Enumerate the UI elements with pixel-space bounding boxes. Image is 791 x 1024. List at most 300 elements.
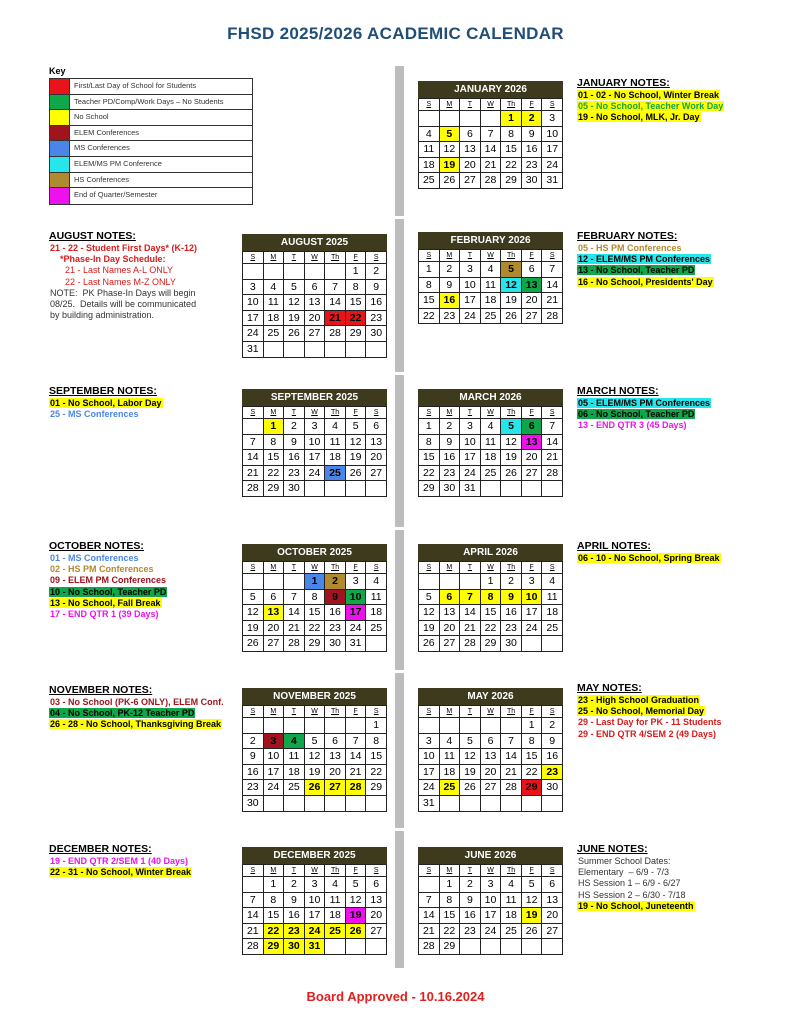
calendar-day: 9 (460, 893, 481, 909)
calendar-day: 21 (542, 450, 563, 466)
calendar-day: 9 (243, 749, 264, 765)
calendar-empty-cell (325, 342, 346, 358)
note-text: HS Session 1 – 6/9 - 6/27 (578, 878, 681, 889)
calendar-day: 11 (325, 893, 346, 909)
calendar-empty-cell (243, 877, 264, 893)
weekday-header: S (542, 562, 563, 574)
note-line (49, 299, 249, 310)
calendar-empty-cell (325, 939, 346, 955)
weekday-header: M (440, 250, 461, 262)
calendar-day: 29 (366, 780, 387, 796)
calendar-day: 6 (522, 262, 543, 278)
calendar-day: 19 (346, 450, 367, 466)
calendar-day: 11 (481, 435, 502, 451)
note-text: 25 - MS Conferences (50, 409, 139, 420)
note-line (577, 695, 777, 706)
note-text: 23 - High School Graduation (578, 695, 700, 705)
calendar-day: 3 (460, 262, 481, 278)
note-text: 08/25. Details will be communicated (50, 299, 197, 310)
calendar-day: 16 (284, 450, 305, 466)
calendar-day: 1 (522, 718, 543, 734)
calendar-day: 10 (481, 893, 502, 909)
weekday-header: Th (501, 706, 522, 718)
calendar-day: 14 (419, 908, 440, 924)
calendar-empty-cell (284, 264, 305, 280)
calendar-day: 12 (305, 749, 326, 765)
weekday-header: Th (325, 706, 346, 718)
calendar-day: 29 (440, 939, 461, 955)
notes-title: JUNE NOTES: (577, 843, 648, 855)
calendar-day: 10 (419, 749, 440, 765)
calendar-day: 23 (501, 621, 522, 637)
calendar-day: 30 (501, 636, 522, 652)
weekday-header: M (264, 865, 285, 877)
note-line (49, 398, 249, 409)
calendar-day: 22 (522, 765, 543, 781)
calendar-day: 28 (460, 636, 481, 652)
legend-row (50, 110, 252, 126)
calendar-day: 17 (481, 908, 502, 924)
note-text: 01 - MS Conferences (50, 553, 139, 563)
calendar-day: 26 (305, 780, 326, 796)
weekday-header: S (243, 865, 264, 877)
calendar-day: 16 (440, 293, 461, 309)
note-line (49, 609, 249, 620)
calendar-day: 1 (481, 574, 502, 590)
calendar-empty-cell (460, 111, 481, 127)
notes-december (49, 843, 249, 878)
calendar-day: 16 (522, 142, 543, 158)
note-line (49, 697, 249, 708)
calendar-day: 12 (419, 605, 440, 621)
notes-september (49, 385, 249, 420)
weekday-header: T (284, 562, 305, 574)
note-text: 03 - No School (PK-6 ONLY), ELEM Conf. (50, 697, 224, 707)
calendar-day: 16 (542, 749, 563, 765)
calendar-day: 7 (243, 893, 264, 909)
calendar-day: 11 (366, 590, 387, 606)
calendar-february-2026 (418, 232, 563, 324)
calendar-day: 18 (481, 293, 502, 309)
weekday-header: S (542, 706, 563, 718)
calendar-day: 18 (440, 765, 461, 781)
calendar-day: 24 (346, 621, 367, 637)
calendar-day: 24 (264, 780, 285, 796)
calendar-day: 8 (481, 590, 502, 606)
calendar-day: 3 (419, 734, 440, 750)
calendar-day: 14 (243, 450, 264, 466)
calendar-day: 8 (419, 435, 440, 451)
note-line (577, 277, 777, 288)
calendar-day: 21 (243, 924, 264, 940)
note-line (577, 729, 777, 740)
calendar-day: 17 (522, 605, 543, 621)
calendar-day: 1 (346, 264, 367, 280)
note-text: 13 - END QTR 3 (45 Days) (578, 420, 687, 431)
calendar-day: 21 (243, 466, 264, 482)
notes-february (577, 230, 777, 288)
calendar-day: 19 (440, 158, 461, 174)
calendar-day: 2 (501, 574, 522, 590)
legend-swatch (50, 110, 70, 125)
calendar-day: 8 (264, 893, 285, 909)
calendar-grid (242, 561, 387, 652)
legend-swatch (50, 95, 70, 110)
calendar-day: 28 (284, 636, 305, 652)
calendar-day: 8 (305, 590, 326, 606)
calendar-day: 9 (284, 435, 305, 451)
calendar-day: 30 (325, 636, 346, 652)
calendar-day: 30 (243, 796, 264, 812)
weekday-header: T (460, 250, 481, 262)
note-text: 16 - No School, Presidents' Day (578, 276, 713, 287)
calendar-day: 15 (501, 142, 522, 158)
calendar-month-title: JANUARY 2026 (418, 81, 563, 98)
weekday-header: W (481, 407, 502, 419)
calendar-grid (418, 249, 563, 324)
note-line (577, 254, 777, 265)
calendar-day: 30 (542, 780, 563, 796)
calendar-day: 5 (440, 127, 461, 143)
note-text: 25 - No School, Memorial Day (578, 706, 705, 717)
legend-row (50, 157, 252, 173)
weekday-header: F (346, 562, 367, 574)
calendar-day: 9 (284, 893, 305, 909)
note-text: 09 - ELEM PM Conferences (50, 575, 167, 586)
calendar-month-title: MAY 2026 (418, 688, 563, 705)
calendar-day: 7 (542, 419, 563, 435)
legend-swatch (50, 173, 70, 188)
calendar-day: 1 (264, 419, 285, 435)
calendar-day: 4 (366, 574, 387, 590)
calendar-day: 28 (542, 466, 563, 482)
divider-gap (395, 216, 404, 219)
calendar-day: 18 (284, 765, 305, 781)
calendar-day: 10 (460, 278, 481, 294)
calendar-day: 24 (522, 621, 543, 637)
notes-april (577, 540, 777, 564)
calendar-day: 25 (481, 309, 502, 325)
calendar-day: 24 (305, 924, 326, 940)
calendar-day: 9 (501, 590, 522, 606)
note-text: Summer School Dates: (578, 856, 671, 866)
calendar-day: 4 (325, 419, 346, 435)
calendar-day: 14 (501, 749, 522, 765)
calendar-day: 30 (440, 481, 461, 497)
calendar-day: 6 (481, 734, 502, 750)
calendar-day: 5 (501, 262, 522, 278)
calendar-day: 24 (460, 309, 481, 325)
calendar-day: 1 (440, 877, 461, 893)
calendar-day: 15 (522, 749, 543, 765)
calendar-day: 5 (460, 734, 481, 750)
calendar-day: 15 (305, 605, 326, 621)
divider-gap (395, 670, 404, 673)
calendar-day: 3 (305, 419, 326, 435)
calendar-day: 1 (501, 111, 522, 127)
note-text: 04 - No School, PK-12 Teacher PD (50, 708, 195, 719)
calendar-day: 25 (366, 621, 387, 637)
weekday-header: S (243, 706, 264, 718)
weekday-header: S (419, 706, 440, 718)
note-text: 13 - No School, Fall Break (50, 597, 161, 608)
calendar-day: 26 (243, 636, 264, 652)
calendar-day: 24 (460, 466, 481, 482)
weekday-header: T (284, 407, 305, 419)
note-line (577, 101, 777, 112)
calendar-grid (418, 561, 563, 652)
calendar-empty-cell (522, 939, 543, 955)
calendar-day: 3 (346, 574, 367, 590)
calendar-day: 3 (542, 111, 563, 127)
calendar-empty-cell (305, 342, 326, 358)
calendar-empty-cell (325, 481, 346, 497)
notes-title: AUGUST NOTES: (49, 230, 136, 242)
note-line (577, 243, 777, 254)
legend-row (50, 79, 252, 95)
calendar-day: 24 (243, 326, 264, 342)
calendar-day: 9 (325, 590, 346, 606)
calendar-january-2026 (418, 81, 563, 189)
calendar-day: 5 (346, 419, 367, 435)
calendar-day: 1 (419, 262, 440, 278)
legend-row (50, 126, 252, 142)
calendar-day: 7 (243, 435, 264, 451)
calendar-day: 27 (366, 466, 387, 482)
note-text: 29 - Last Day for PK - 11 Students (578, 717, 722, 728)
weekday-header: F (346, 252, 367, 264)
calendar-day: 15 (419, 450, 440, 466)
weekday-header: T (460, 99, 481, 111)
note-text: 19 - No School, MLK, Jr. Day (578, 112, 700, 123)
note-text: 05 - ELEM/MS PM Conferences (578, 398, 711, 408)
calendar-day: 13 (264, 605, 285, 621)
weekday-header: W (305, 706, 326, 718)
legend-swatch (50, 141, 70, 156)
note-line (577, 717, 777, 728)
calendar-empty-cell (460, 718, 481, 734)
calendar-empty-cell (305, 796, 326, 812)
calendar-day: 5 (419, 590, 440, 606)
calendar-empty-cell (440, 718, 461, 734)
note-text: 19 - END QTR 2/SEM 1 (40 Days) (50, 856, 189, 866)
note-line (577, 398, 777, 409)
calendar-day: 19 (419, 621, 440, 637)
calendar-day: 30 (366, 326, 387, 342)
calendar-day: 10 (460, 435, 481, 451)
calendar-day: 8 (264, 435, 285, 451)
calendar-day: 6 (366, 419, 387, 435)
legend-label: ELEM Conferences (74, 127, 140, 137)
calendar-day: 20 (305, 311, 326, 327)
legend-row (50, 188, 252, 204)
note-line (49, 867, 249, 878)
calendar-day: 30 (284, 481, 305, 497)
legend-swatch (50, 126, 70, 141)
calendar-day: 22 (264, 466, 285, 482)
calendar-empty-cell (346, 342, 367, 358)
calendar-day: 21 (542, 293, 563, 309)
calendar-day: 1 (305, 574, 326, 590)
calendar-empty-cell (264, 574, 285, 590)
page-title: FHSD 2025/2026 ACADEMIC CALENDAR (227, 24, 564, 43)
calendar-day: 20 (522, 293, 543, 309)
calendar-day: 6 (542, 877, 563, 893)
note-text: 12 - ELEM/MS PM Conferences (578, 254, 711, 265)
calendar-day: 13 (522, 435, 543, 451)
calendar-day: 13 (542, 893, 563, 909)
note-line (49, 265, 249, 276)
calendar-day: 25 (542, 621, 563, 637)
weekday-header: S (542, 99, 563, 111)
calendar-day: 24 (305, 466, 326, 482)
calendar-day: 31 (346, 636, 367, 652)
note-text: 06 - 10 - No School, Spring Break (578, 553, 720, 563)
weekday-header: M (440, 706, 461, 718)
calendar-day: 10 (305, 893, 326, 909)
calendar-day: 29 (264, 939, 285, 955)
notes-title: DECEMBER NOTES: (49, 843, 152, 855)
legend-label: Teacher PD/Comp/Work Days – No Students (74, 96, 224, 106)
calendar-day: 6 (460, 127, 481, 143)
calendar-day: 4 (542, 574, 563, 590)
calendar-day: 20 (481, 765, 502, 781)
calendar-day: 20 (440, 621, 461, 637)
calendar-day: 6 (366, 877, 387, 893)
calendar-day: 27 (542, 924, 563, 940)
note-text: by building administration. (50, 310, 155, 321)
weekday-header: S (366, 706, 387, 718)
calendar-day: 11 (501, 893, 522, 909)
weekday-header: M (264, 252, 285, 264)
calendar-day: 16 (460, 908, 481, 924)
calendar-empty-cell (264, 796, 285, 812)
weekday-header: S (542, 865, 563, 877)
weekday-header: W (481, 706, 502, 718)
calendar-day: 25 (419, 173, 440, 189)
calendar-day: 7 (460, 590, 481, 606)
notes-title: NOVEMBER NOTES: (49, 684, 153, 696)
weekday-header: S (243, 407, 264, 419)
calendar-may-2026 (418, 688, 563, 812)
calendar-empty-cell (501, 481, 522, 497)
calendar-day: 5 (346, 877, 367, 893)
calendar-day: 23 (284, 466, 305, 482)
note-line (49, 310, 249, 321)
weekday-header: S (366, 407, 387, 419)
calendar-day: 20 (264, 621, 285, 637)
calendar-month-title: SEPTEMBER 2025 (242, 389, 387, 406)
calendar-empty-cell (481, 111, 502, 127)
weekday-header: T (284, 252, 305, 264)
note-text: Elementary – 6/9 - 7/3 (578, 867, 670, 878)
note-line (577, 878, 777, 889)
note-line (49, 243, 249, 254)
calendar-day: 9 (366, 280, 387, 296)
calendar-day: 26 (522, 924, 543, 940)
calendar-day: 18 (264, 311, 285, 327)
weekday-header: T (284, 706, 305, 718)
calendar-day: 28 (243, 481, 264, 497)
weekday-header: F (522, 865, 543, 877)
legend-label: MS Conferences (74, 143, 130, 153)
calendar-empty-cell (346, 481, 367, 497)
calendar-empty-cell (366, 796, 387, 812)
calendar-day: 16 (501, 605, 522, 621)
calendar-empty-cell (522, 481, 543, 497)
note-text: 22 - 31 - No School, Winter Break (50, 867, 191, 878)
note-text: 06 - No School, Teacher PD (578, 409, 695, 420)
calendar-day: 27 (522, 466, 543, 482)
weekday-header: Th (501, 99, 522, 111)
calendar-empty-cell (522, 636, 543, 652)
calendar-day: 19 (284, 311, 305, 327)
note-line (577, 409, 777, 420)
calendar-day: 13 (440, 605, 461, 621)
calendar-empty-cell (366, 636, 387, 652)
calendar-day: 7 (284, 590, 305, 606)
weekday-header: W (305, 562, 326, 574)
calendar-day: 13 (522, 278, 543, 294)
calendar-day: 27 (264, 636, 285, 652)
calendar-month-title: APRIL 2026 (418, 544, 563, 561)
calendar-day: 5 (305, 734, 326, 750)
calendar-day: 29 (419, 481, 440, 497)
legend-table (49, 78, 253, 205)
divider-gap (395, 527, 404, 530)
calendar-day: 21 (419, 924, 440, 940)
calendar-day: 13 (305, 295, 326, 311)
calendar-day: 17 (305, 450, 326, 466)
calendar-month-title: JUNE 2026 (418, 847, 563, 864)
calendar-month-title: AUGUST 2025 (242, 234, 387, 251)
calendar-day: 23 (243, 780, 264, 796)
calendar-june-2026 (418, 847, 563, 955)
calendar-month-title: OCTOBER 2025 (242, 544, 387, 561)
calendar-day: 19 (522, 908, 543, 924)
calendar-empty-cell (481, 481, 502, 497)
weekday-header: Th (325, 252, 346, 264)
weekday-header: F (522, 99, 543, 111)
calendar-empty-cell (264, 718, 285, 734)
calendar-empty-cell (542, 939, 563, 955)
calendar-day: 16 (325, 605, 346, 621)
calendar-day: 26 (460, 780, 481, 796)
legend-label: HS Conferences (74, 174, 130, 184)
notes-title: OCTOBER NOTES: (49, 540, 144, 552)
calendar-day: 12 (522, 893, 543, 909)
calendar-day: 21 (325, 311, 346, 327)
calendar-day: 4 (481, 262, 502, 278)
calendar-day: 1 (366, 718, 387, 734)
calendar-day: 15 (419, 293, 440, 309)
calendar-day: 27 (481, 780, 502, 796)
calendar-day: 2 (366, 264, 387, 280)
calendar-day: 13 (325, 749, 346, 765)
legend-row (50, 141, 252, 157)
calendar-day: 23 (542, 765, 563, 781)
calendar-day: 25 (325, 924, 346, 940)
calendar-day: 8 (366, 734, 387, 750)
calendar-day: 10 (305, 435, 326, 451)
calendar-day: 6 (264, 590, 285, 606)
calendar-day: 10 (346, 590, 367, 606)
notes-title: APRIL NOTES: (577, 540, 651, 552)
calendar-september-2025 (242, 389, 387, 497)
calendar-day: 5 (522, 877, 543, 893)
calendar-day: 1 (419, 419, 440, 435)
calendar-day: 2 (460, 877, 481, 893)
